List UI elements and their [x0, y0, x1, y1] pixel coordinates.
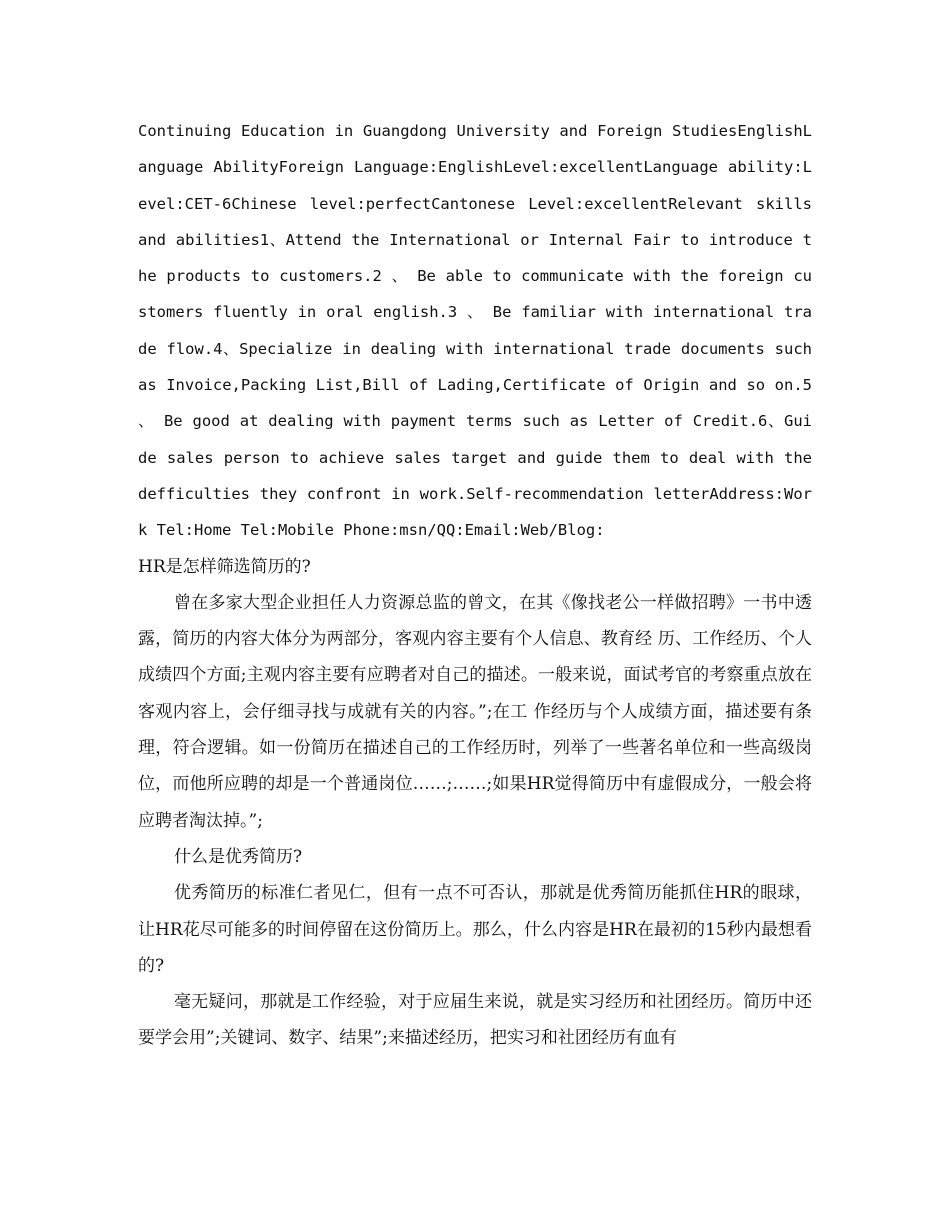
heading-hr-screening: HR是怎样筛选简历的? [138, 556, 311, 577]
heading-excellent-resume: 什么是优秀简历? [174, 846, 303, 867]
english-resume-text: Continuing Education in Guangdong University and Foreign StudiesEnglishLanguage AbilityForeign Language:EnglishLevel:excellentLanguage ability:Level:CET-6Chinese level:perfectCantonese Level:excellentRelevant skills and abilities1、Attend the International or Internal Fair to introduce the products to customers.2 、 Be able to communicate with the foreign customers fluently in oral english.3 、 Be familiar with international trade flow.4、Specialize in dealing with international trade documents such as Invoice,Packing List,Bill of Lading,Certificate of Origin and so on.5 、 Be good at dealing with payment terms such as Letter of Credit.6、Guide sales person to achieve sales target and guide them to deal with the defficulties they confront in work.Self-recommendation letterAddress:Work Tel:Home Tel:Mobile Phone:msn/QQ:Email:Web/Blog: [138, 122, 812, 540]
paragraph-work-experience: 毫无疑问，那就是工作经验，对于应届生来说，就是实习经历和社团经历。简历中还要学会用”;关键词、数字、结果”;来描述经历，把实习和社团经历有血有 [138, 992, 812, 1049]
document-body [138, 113, 812, 1057]
paragraph-hr-director: 曾在多家大型企业担任人力资源总监的曾文，在其《像找老公一样做招聘》一书中透露，简历的内容大体分为两部分，客观内容主要有个人信息、教育经 历、工作经历、个人成绩四个方面;主观内容主要有应聘者对自己的描述。一般来说，面试考官的考察重点放在客观内容上，会仔细寻找与成就有关的内容。”;在工 作经历与个人成绩方面，描述要有条理，符合逻辑。如一份简历在描述自己的工作经历时，列举了一些著名单位和一些高级岗位，而他所应聘的却是一个普通岗位……;……;如果HR觉得简历中有虚假成分，一般会将应聘者淘汰掉。”; [138, 592, 812, 831]
paragraph-excellent-resume: 优秀简历的标准仁者见仁，但有一点不可否认，那就是优秀简历能抓住HR的眼球，让HR花尽可能多的时间停留在这份简历上。那么，什么内容是HR在最初的15秒内最想看的? [138, 883, 812, 976]
